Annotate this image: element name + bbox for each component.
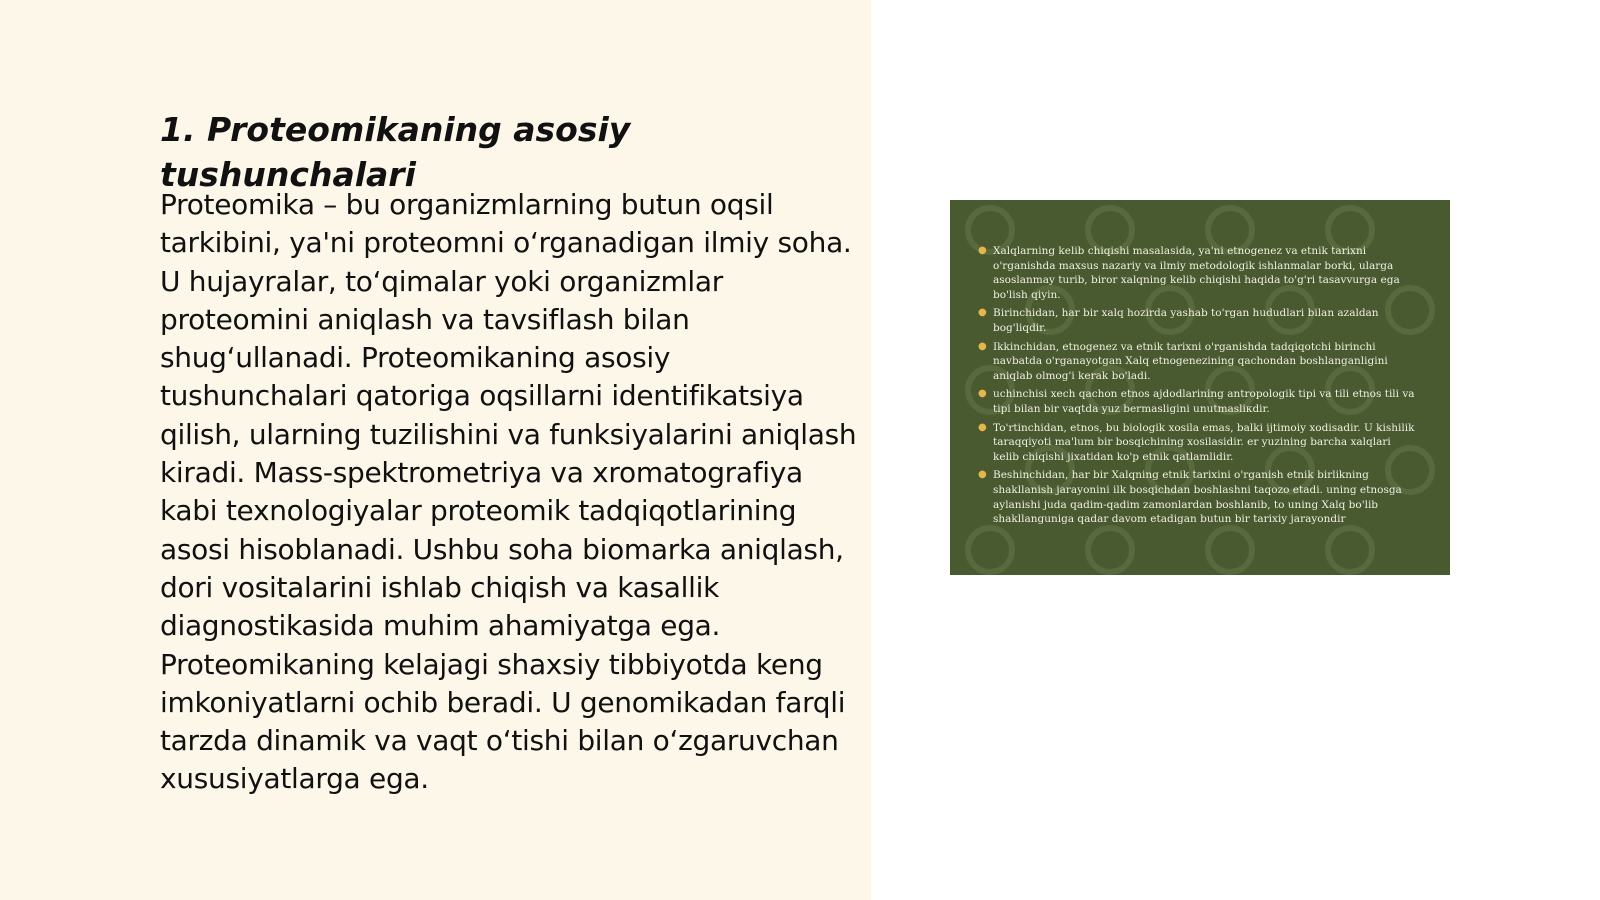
list-item: ● Birinchidan, har bir xalq hozirda yashab to'rgan hududlari bilan azaldan bog'liqdir. (978, 307, 1379, 334)
bullet-icon: ● (978, 421, 987, 433)
bullet-icon: ● (978, 388, 987, 400)
list-item: ● Ikkinchidan, etnogenez va etnik tarixni o'rganishda tadqiqotchi birinchi navbatda o'rganayotgan Xalq etnogenezining qachondan boshlanganligini aniqlab olmog'i kerak bo'ladi. (978, 340, 1388, 382)
bullet-icon: ● (978, 340, 987, 352)
list-item: ● Xalqlarning kelib chiqishi masalasida, ya'ni etnogenez va etnik tarixni o'rganishda maxsus nazariy va ilmiy metodologik ishlanmalar borki, ularga asoslanmay turib, biror xalqning kelib chiqishi haqida to'g'ri tasavvurga ega bo'lish qiyin. (978, 245, 1400, 301)
list-item: ● To'rtinchidan, etnos, bu biologik xosila emas, balki ijtimoiy xodisadir. U kishilik taraqqiyoti ma'lum bir bosqichining xosilasidir. er yuzining barcha xalqlari kelib chiqishi jixatidan ko'p etnik qatlamlidir. (978, 421, 1415, 463)
list-item: ● uchinchisi xech qachon etnos ajdodlarining antropologik tipi va tili etnos tili va tipi bilan bir vaqtda yuz bermasligini unutmasliкdir. (978, 388, 1415, 415)
bullet-icon: ● (978, 469, 987, 481)
bullet-icon: ● (978, 307, 987, 319)
embedded-slide-image (950, 200, 1450, 575)
slide-bullet-list (978, 244, 1418, 531)
slide-body-text: Proteomika – bu organizmlarning butun oqsil tarkibini, ya'ni proteomni o‘rganadigan ilmiy soha. U hujayralar, to‘qimalar yoki organizmlar proteomini aniqlash va tavsiflash bilan shug‘ullanadi. Proteomikaning asosiy tushunchalari qatoriga oqsillarni identifikatsiya qilish, ularning tuzilishini va funksiyalarini aniqlash kiradi. Mass-spektrometriya va xromatografiya kabi texnologiyalar proteomik tadqiqotlarining asosi hisoblanadi. Ushbu soha biomarka aniqlash, dori vositalarini ishlab chiqish va kasallik diagnostikasida muhim ahamiyatga ega. Proteomikaning kelajagi shaxsiy tibbiyotda keng imkoniyatlarni ochib beradi. U genomikadan farqli tarzda dinamik va vaqt o‘tishi bilan o‘zgaruvchan xususiyatlarga ega. (160, 188, 857, 796)
bullet-icon: ● (978, 245, 987, 256)
slide-title: 1. Proteomikaning asosiy tushunchalari (160, 110, 631, 194)
list-item: ● Beshinchidan, har bir Xalqning etnik tarixini o'rganish etnik birlikning shakllanish jarayonini ilk bosqichdan boshlashni taqozo etadi. uning etnosga aylanishi juda qadim-qadim zamonlardan boshlanib, to uning Xalq bo'lib shakllanguniga qadar davom etadigan butun bir tarixiy jarayondir (978, 469, 1402, 526)
